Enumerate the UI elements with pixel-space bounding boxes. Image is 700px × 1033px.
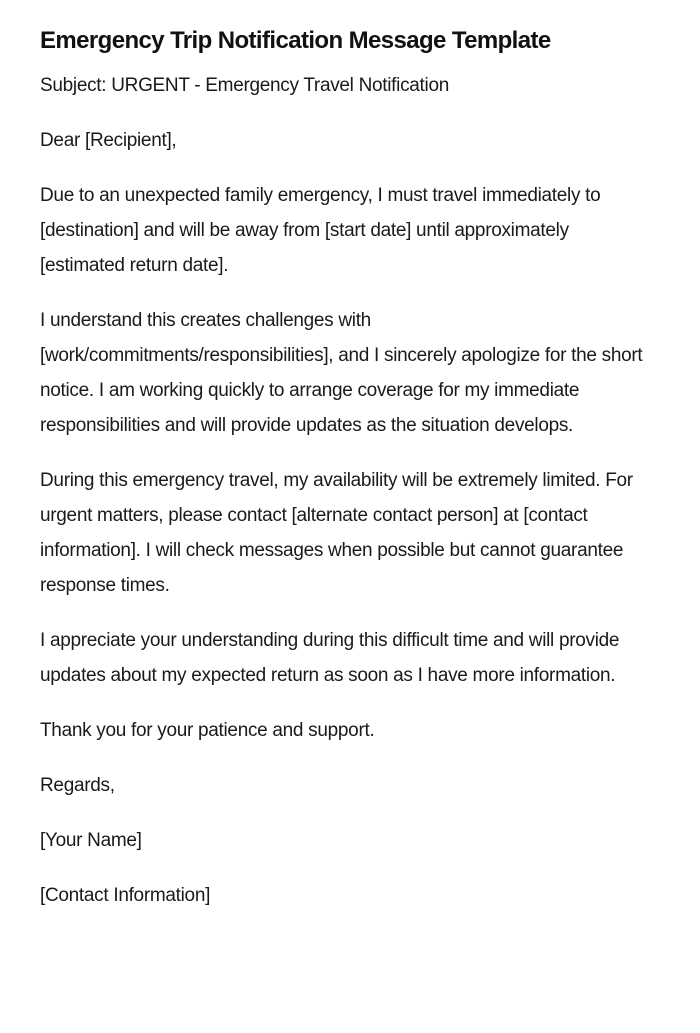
signature-name: [Your Name]: [40, 830, 142, 851]
body-paragraph-appreciation: I appreciate your understanding during this difficult time and will provide updates about my expected return as soon as I have more information.: [40, 630, 620, 686]
body-paragraph-availability: During this emergency travel, my availability will be extremely limited. For urgent matters, please contact [alternate contact person] at [contact information]. I will check messages when possible but cannot guarantee response times.: [40, 470, 633, 596]
salutation: Dear [Recipient],: [40, 130, 177, 151]
body-paragraph-thanks: Thank you for your patience and support.: [40, 720, 375, 741]
document: [40, 22, 650, 933]
signature-contact: [Contact Information]: [40, 885, 211, 906]
body-paragraph-apology: I understand this creates challenges with [work/commitments/responsibilities], and I sincerely apologize for the short notice. I am working quickly to arrange coverage for my immediate responsibilities and will provide updates as the situation develops.: [40, 310, 643, 436]
body-paragraph-emergency: Due to an unexpected family emergency, I must travel immediately to [destination] and will be away from [start date] until approximately [estimated return date].: [40, 185, 601, 276]
subject-line: Subject: URGENT - Emergency Travel Notification: [40, 75, 449, 96]
closing: Regards,: [40, 775, 115, 796]
document-title: Emergency Trip Notification Message Template: [40, 27, 551, 54]
